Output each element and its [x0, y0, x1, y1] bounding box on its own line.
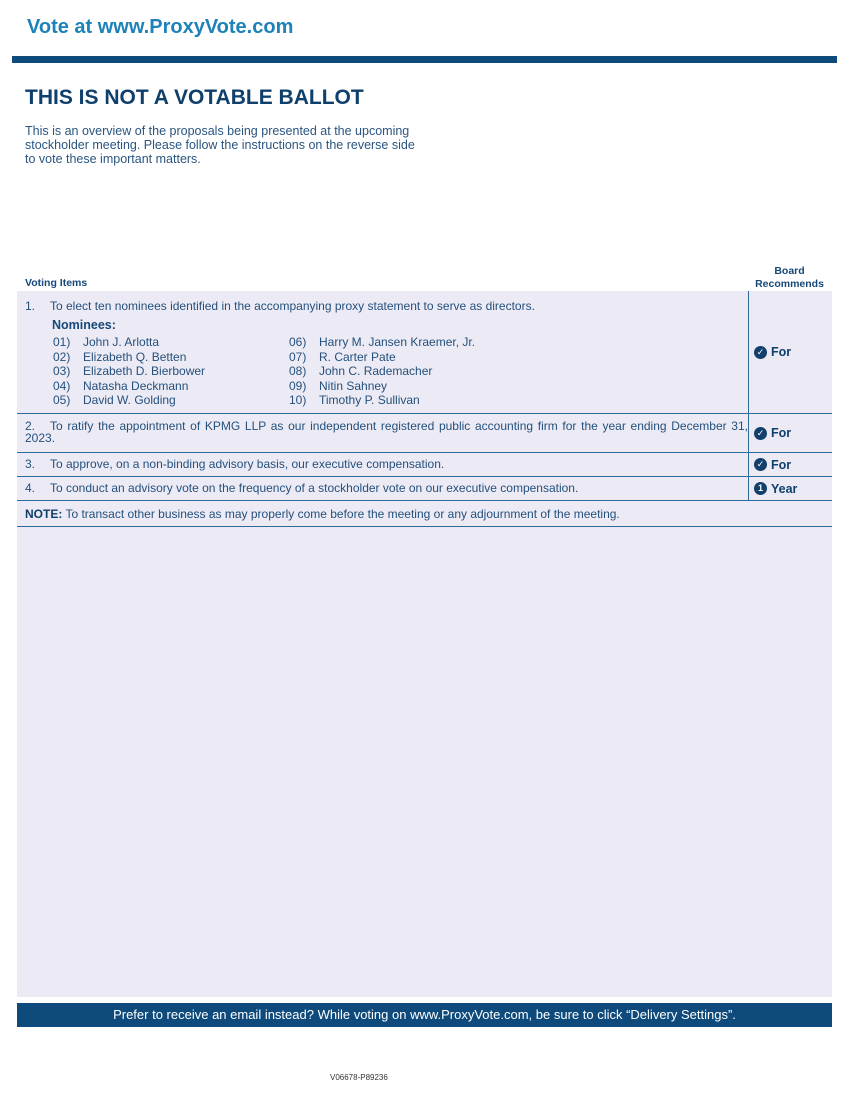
nominee-list: [53, 335, 748, 408]
voting-item: [17, 414, 748, 452]
item-text: To conduct an advisory vote on the frequency of a stockholder vote on our executive compensation.: [50, 481, 579, 495]
nominee-name: Elizabeth D. Bierbower: [83, 364, 206, 378]
nominee-number: 09): [289, 378, 307, 393]
nominee: [289, 335, 519, 350]
nominee-name: Natasha Deckmann: [83, 378, 189, 393]
note-body: To transact other business as may properly come before the meeting or any adjournment of the meeting.: [62, 507, 620, 521]
nominee-name: Harry M. Jansen Kraemer, Jr.: [319, 335, 476, 349]
nominee: [53, 335, 289, 350]
board-recommends-line2: Recommends: [755, 278, 824, 290]
nominee-name: R. Carter Pate: [319, 349, 396, 364]
document-code: V06678-P89236: [330, 1073, 388, 1082]
voting-item: [17, 291, 748, 413]
voting-item-row: [17, 291, 832, 414]
nominee-name: Elizabeth Q. Betten: [83, 349, 187, 364]
voting-item: [17, 477, 748, 500]
recommendation-text: Year: [771, 481, 798, 496]
check-circle-icon: ✓: [754, 427, 767, 440]
nominee-number: 02): [53, 349, 71, 364]
board-recommendation: [748, 414, 831, 452]
note-row: [17, 501, 832, 527]
nominee: [53, 393, 289, 408]
voting-item-row: [17, 477, 832, 501]
nominee: [53, 350, 289, 365]
nominee-number: 01): [53, 335, 71, 349]
nominee-number: 05): [53, 393, 71, 407]
board-recommendation: [748, 477, 831, 500]
nominee-number: 07): [289, 349, 307, 364]
voting-item-row: [17, 414, 832, 453]
number-one-icon: 1: [754, 482, 767, 495]
nominee-number: 06): [289, 335, 307, 349]
check-circle-icon: ✓: [754, 458, 767, 471]
note-text: [17, 501, 832, 526]
header-divider: [12, 56, 837, 63]
voting-item: [17, 453, 748, 476]
nominee-name: Timothy P. Sullivan: [319, 393, 420, 407]
nominees-label: Nominees:: [52, 318, 116, 332]
item-text: To ratify the appointment of KPMG LLP as our independent registered public accounting firm for the year ending December 31, 2023.: [25, 419, 748, 445]
board-recommendation: [748, 291, 831, 413]
nominee-number: 03): [53, 364, 71, 378]
item-number: 1.: [25, 299, 36, 313]
nominee: [53, 364, 289, 379]
delivery-settings-banner: Prefer to receive an email instead? While voting on www.ProxyVote.com, be sure to click “Delivery Settings”.: [17, 1003, 832, 1027]
proxyvote-link[interactable]: Vote at www.ProxyVote.com: [27, 16, 294, 38]
nominee: [289, 350, 519, 365]
nominee-number: 08): [289, 364, 307, 378]
nominee: [53, 379, 289, 394]
board-recommends-line1: Board: [774, 265, 805, 277]
recommendation-text: For: [771, 426, 792, 440]
check-circle-icon: ✓: [754, 346, 767, 359]
board-recommendation: [748, 453, 831, 476]
nominee-name: John C. Rademacher: [319, 364, 433, 378]
item-text: To elect ten nominees identified in the accompanying proxy statement to serve as directors.: [50, 299, 535, 313]
note-label: NOTE:: [25, 507, 63, 521]
nominee-number: 04): [53, 378, 71, 393]
item-number: 3.: [25, 457, 36, 471]
nominee-name: John J. Arlotta: [83, 335, 160, 349]
nominee-number: 10): [289, 393, 307, 407]
nominee: [289, 393, 519, 408]
nominee-name: David W. Golding: [83, 393, 176, 407]
nominee-name: Nitin Sahney: [319, 378, 388, 393]
item-text: To approve, on a non-binding advisory basis, our executive compensation.: [50, 457, 445, 471]
item-number: 2.: [25, 419, 36, 433]
voting-item-row: [17, 453, 832, 477]
page-title: THIS IS NOT A VOTABLE BALLOT: [25, 86, 364, 109]
recommendation-text: For: [771, 457, 792, 472]
board-recommends-header: [747, 265, 832, 291]
recommendation-text: For: [771, 345, 792, 359]
voting-items-table: [17, 291, 832, 527]
nominee: [289, 364, 519, 379]
item-number: 4.: [25, 481, 36, 495]
nominee: [289, 379, 519, 394]
intro-text: This is an overview of the proposals being presented at the upcoming stockholder meeting. Please follow the instructions on the reverse side to vote these important matters.: [25, 124, 415, 166]
voting-items-header: Voting Items: [25, 277, 88, 289]
